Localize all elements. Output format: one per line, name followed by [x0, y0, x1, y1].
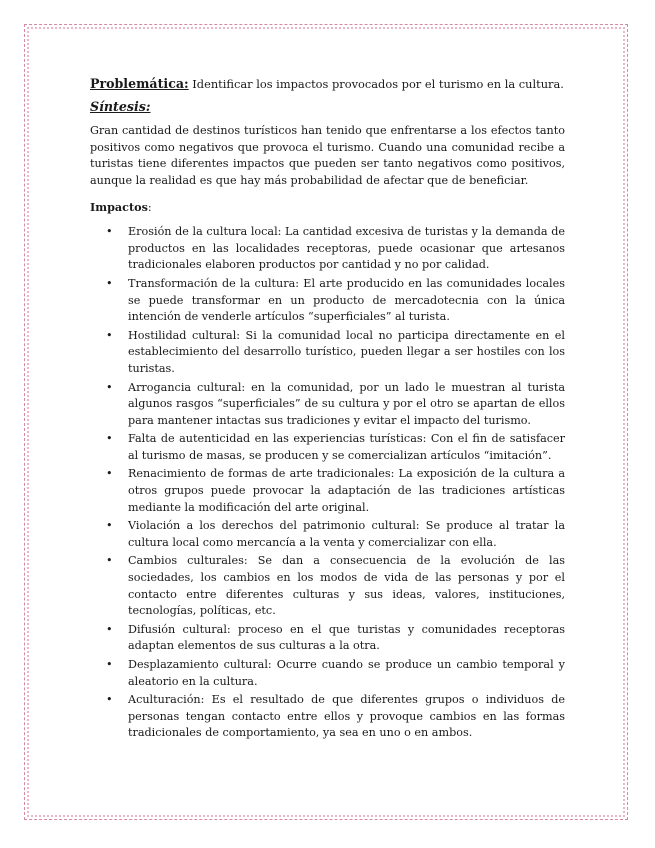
impacts-heading	[90, 199, 565, 217]
list-item: • Cambios culturales: Se dan a consecuencia de la evolución de las sociedades, los cambios en los modos de vida de las personas y por el contacto entre diferentes culturas y sus ideas, valores, instituciones, tecnologías, políticas, etc.	[128, 553, 565, 619]
list-item: • Falta de autenticidad en las experiencias turísticas: Con el fin de satisfacer al turismo de masas, se producen y se comercializan artículos “imitación”.	[128, 431, 565, 464]
list-item: • Desplazamiento cultural: Ocurre cuando se produce un cambio temporal y aleatorio en la cultura.	[128, 657, 565, 690]
intro-paragraph: Gran cantidad de destinos turísticos han tenido que enfrentarse a los efectos tanto positivos como negativos que provoca el turismo. Cuando una comunidad recibe a turistas tiene diferentes impactos que pueden ser tanto negativos como positivos, aunque la realidad es que hay más probabilidad de afectar que de beneficiar.	[90, 124, 565, 187]
problem-text: Identificar los impactos provocados por el turismo en la cultura.	[188, 77, 564, 91]
list-item: • Hostilidad cultural: Si la comunidad local no participa directamente en el establecimiento del desarrollo turístico, pueden llegar a ser hostiles con los turistas.	[128, 328, 565, 378]
list-item: • Violación a los derechos del patrimonio cultural: Se produce al tratar la cultura local como mercancía a la venta y comercializar con ella.	[128, 518, 565, 551]
list-item: • Transformación de la cultura: El arte producido en las comunidades locales se puede transformar en un producto de mercadotecnia con la única intención de venderle artículos “superficiales” al turista.	[128, 276, 565, 326]
synthesis-heading: Síntesis:	[90, 98, 151, 114]
problem-label: Problemática:	[90, 76, 189, 91]
list-item: • Renacimiento de formas de arte tradicionales: La exposición de la cultura a otros grupos puede provocar la adaptación de las tradiciones artísticas mediante la modificación del arte original.	[128, 466, 565, 516]
list-item: • Erosión de la cultura local: La cantidad excesiva de turistas y la demanda de productos en las localidades receptoras, puede ocasionar que artesanos tradicionales elaboren productos por cantidad y no por calidad.	[128, 224, 565, 274]
impacts-list	[90, 224, 565, 742]
list-item: • Difusión cultural: proceso en el que turistas y comunidades receptoras adaptan elementos de sus culturas a la otra.	[128, 622, 565, 655]
problem-statement	[90, 76, 565, 93]
impacts-heading-colon: :	[147, 200, 152, 214]
document-body	[90, 76, 565, 744]
impacts-heading-label: Impactos	[90, 199, 148, 214]
list-item: • Aculturación: Es el resultado de que diferentes grupos o individuos de personas tengan contacto entre ellos y provoque cambios en las formas tradicionales de comportamiento, ya sea en uno o en ambos.	[128, 692, 565, 742]
list-item: • Arrogancia cultural: en la comunidad, por un lado le muestran al turista algunos rasgos “superficiales” de su cultura y por el otro se apartan de ellos para mantener intactas sus tradiciones y evitar el impacto del turismo.	[128, 380, 565, 430]
